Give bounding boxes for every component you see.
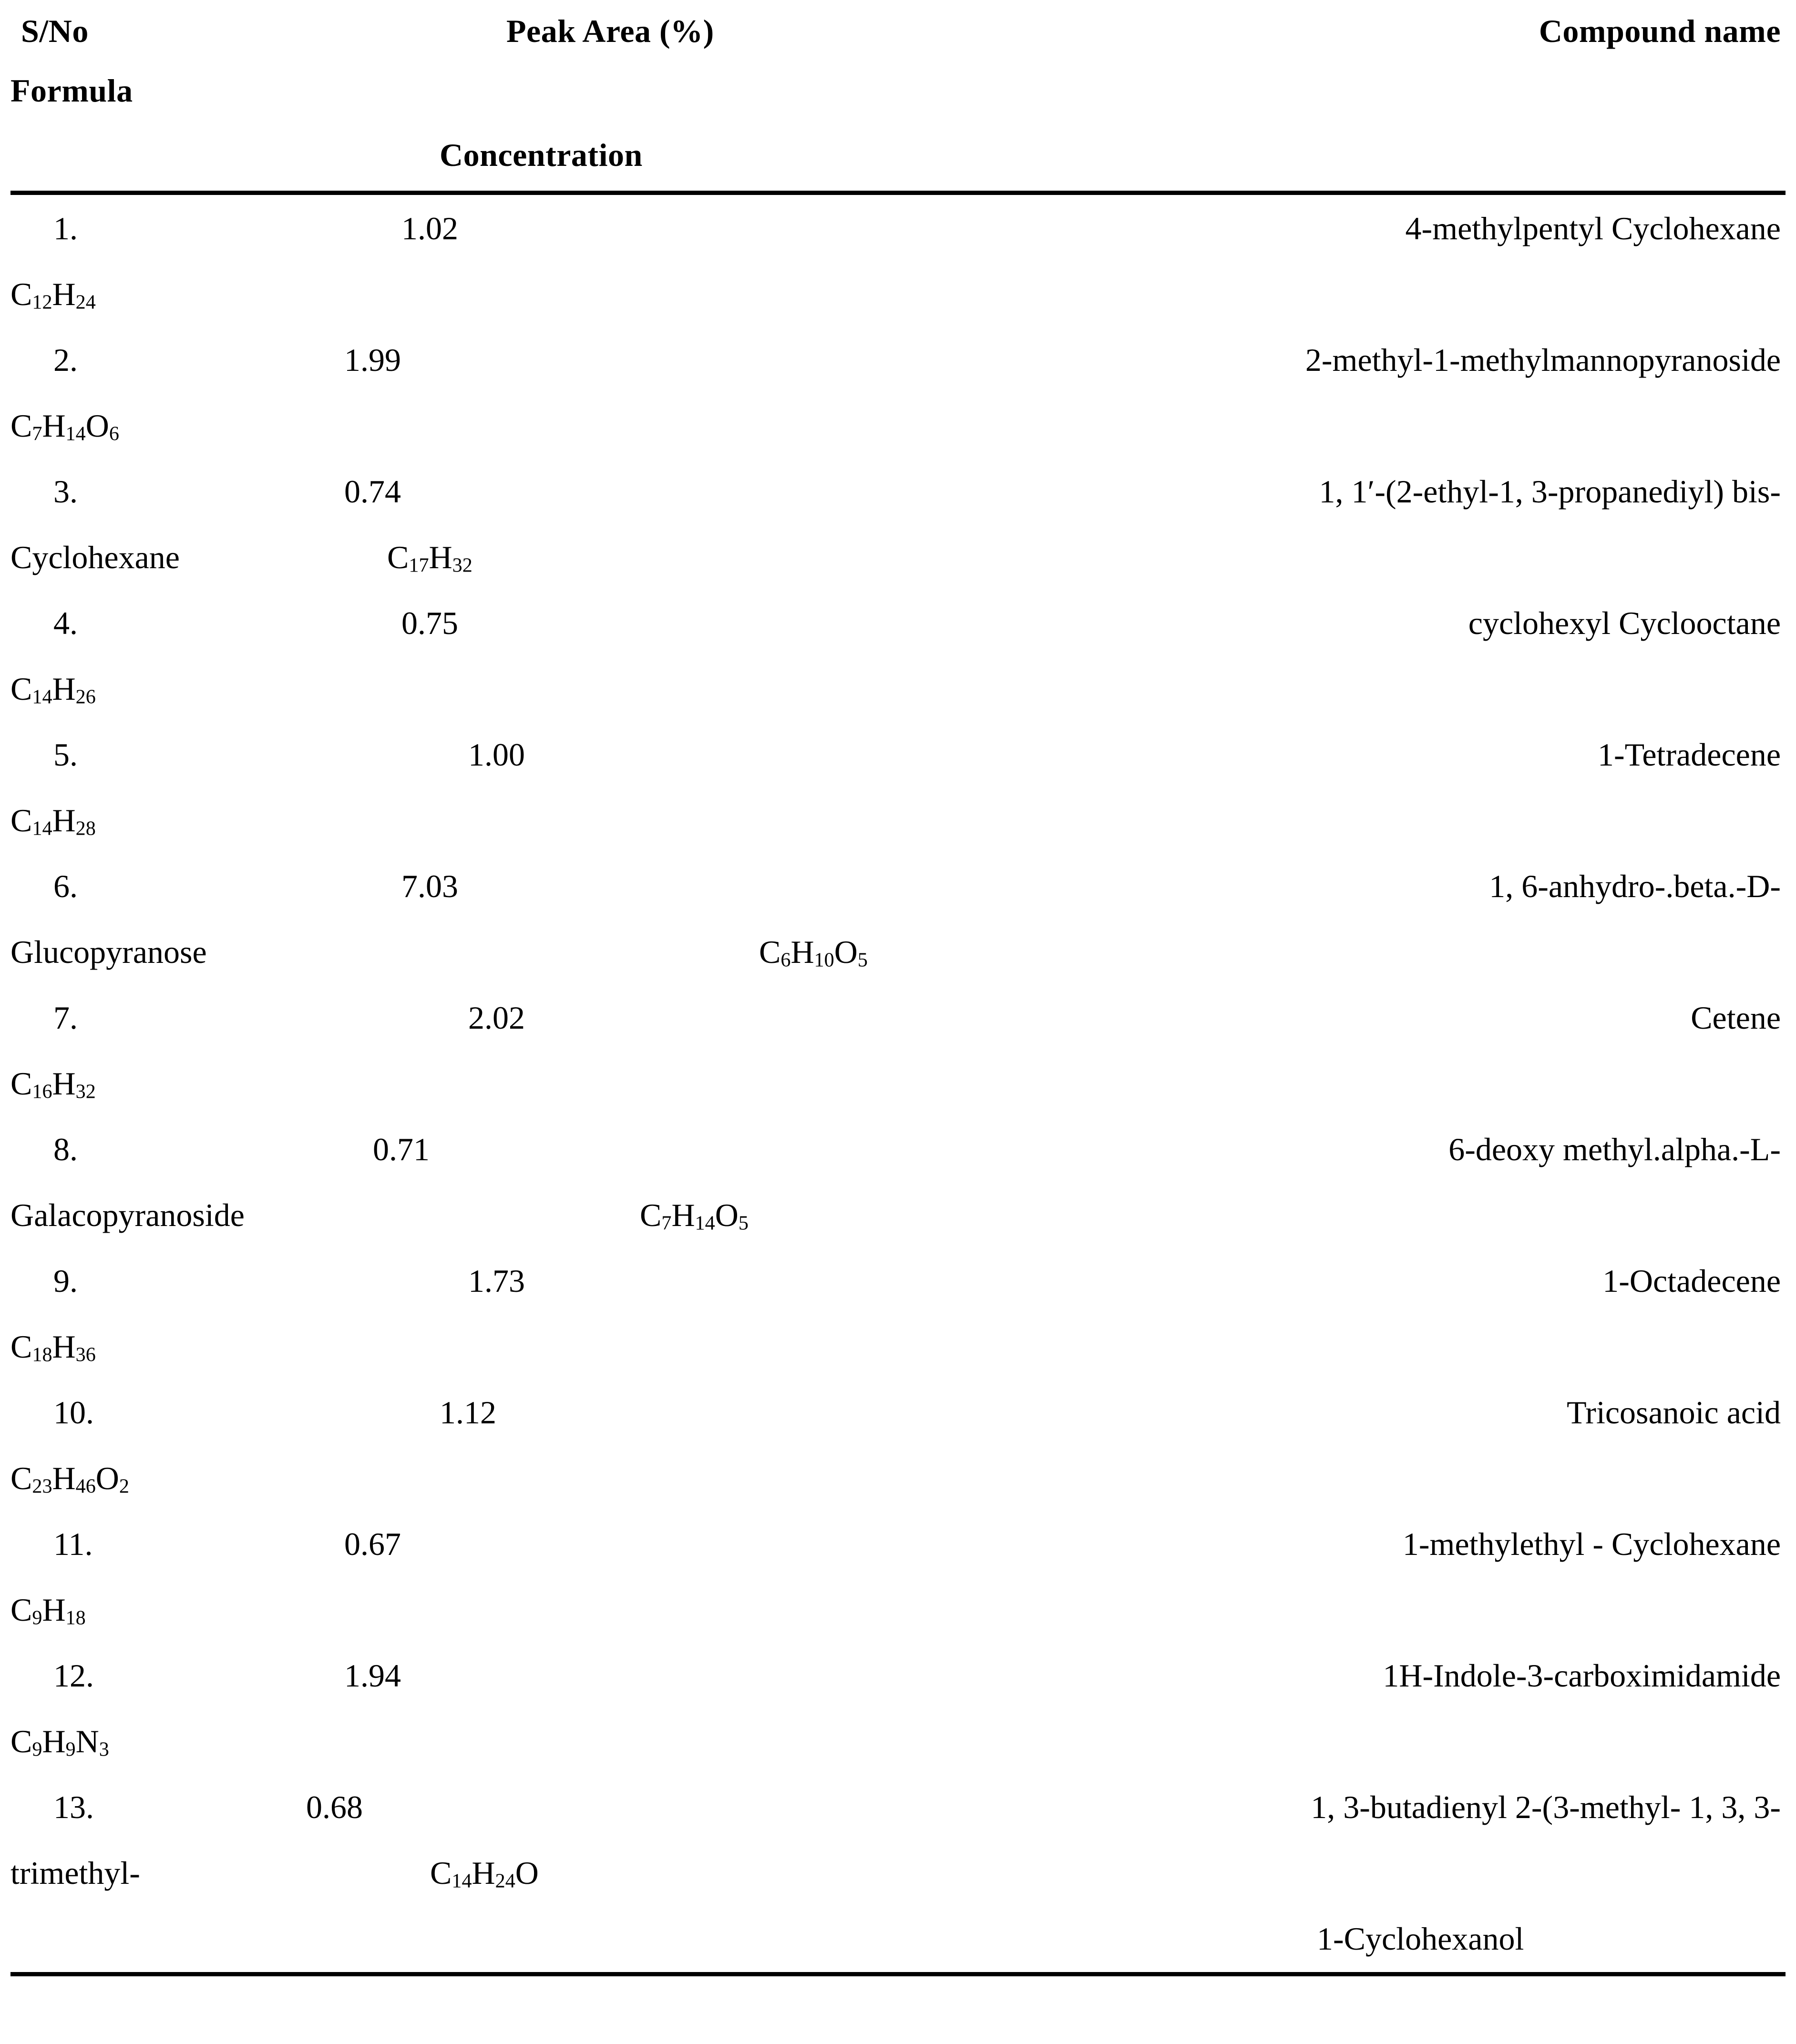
table-row-continuation xyxy=(10,1183,1786,1247)
row-peak-area: 0.68 xyxy=(306,1789,363,1825)
column-header-sno: S/No xyxy=(21,13,89,49)
table-row xyxy=(10,984,1786,1051)
row-molecular-formula: $C_9H_{18}$ xyxy=(10,1592,86,1629)
table-row-continuation xyxy=(10,262,1786,327)
row-peak-area: 0.74 xyxy=(344,473,401,510)
row-serial-number: 1. xyxy=(53,210,78,246)
row-serial-number: 3. xyxy=(53,473,78,510)
row-compound-name: 1, 3-butadienyl 2-(3-methyl- 1, 3, 3- xyxy=(1311,1789,1781,1825)
row-compound-name-continuation: Cyclohexane xyxy=(10,539,180,575)
row-molecular-formula: $C_{12}H_{24}$ xyxy=(10,276,96,314)
row-molecular-formula: $C_{14}H_{26}$ xyxy=(10,671,96,708)
row-peak-area: 7.03 xyxy=(401,868,458,904)
row-molecular-formula: $C_{17}H_{32}$ xyxy=(387,539,472,577)
column-header-concentration: Concentration xyxy=(440,137,643,173)
table-row xyxy=(10,721,1786,788)
row-serial-number: 4. xyxy=(53,605,78,641)
row-compound-name: cyclohexyl Cyclooctane xyxy=(1468,605,1781,641)
row-compound-name: 1H-Indole-3-carboximidamide xyxy=(1383,1657,1781,1694)
row-serial-number: 12. xyxy=(53,1657,94,1694)
row-peak-area: 1.12 xyxy=(440,1394,496,1431)
row-compound-name-continuation: Galacopyranoside xyxy=(10,1197,245,1233)
row-compound-name-continuation: Glucopyranose xyxy=(10,934,207,970)
row-molecular-formula: $C_7H_{14}O_6$ xyxy=(10,408,119,445)
table-row-continuation xyxy=(10,1577,1786,1642)
column-header-compound-name: Compound name xyxy=(1539,13,1781,49)
row-molecular-formula: $C_{16}H_{32}$ xyxy=(10,1065,96,1103)
table-row-continuation xyxy=(10,1051,1786,1116)
row-serial-number: 2. xyxy=(53,342,78,378)
row-serial-number: 7. xyxy=(53,1000,78,1036)
table-row-continuation xyxy=(10,920,1786,984)
row-peak-area: 0.67 xyxy=(344,1526,401,1562)
table-row-continuation xyxy=(10,1709,1786,1774)
row-molecular-formula: $C_9H_9N_3$ xyxy=(10,1723,109,1761)
row-compound-name-continuation: trimethyl- xyxy=(10,1855,140,1891)
table-row xyxy=(10,195,1786,262)
row-compound-name: 1-Tetradecene xyxy=(1597,736,1781,773)
row-peak-area: 2.02 xyxy=(468,1000,525,1036)
row-molecular-formula: $C_7H_{14}O_5$ xyxy=(640,1197,749,1235)
row-serial-number: 9. xyxy=(53,1263,78,1299)
table-top-rule xyxy=(10,191,1786,195)
row-peak-area: 1.02 xyxy=(401,210,458,246)
row-peak-area: 1.00 xyxy=(468,736,525,773)
column-header-formula: Formula xyxy=(10,72,133,109)
table-row xyxy=(10,1247,1786,1314)
row-compound-name: Tricosanoic acid xyxy=(1567,1394,1781,1431)
row-serial-number: 8. xyxy=(53,1131,78,1167)
row-serial-number: 10. xyxy=(53,1394,94,1431)
table-row xyxy=(10,1511,1786,1577)
row-peak-area: 0.71 xyxy=(373,1131,430,1167)
row-molecular-formula: $C_{23}H_{46}O_2$ xyxy=(10,1460,129,1498)
row-compound-name: 4-methylpentyl Cyclohexane xyxy=(1405,210,1781,246)
row-serial-number: 5. xyxy=(53,736,78,773)
table-row-continuation xyxy=(10,393,1786,458)
row-compound-name: 2-methyl-1-methylmannopyranoside xyxy=(1305,342,1781,378)
table-row xyxy=(10,1642,1786,1709)
row-compound-name: Cetene xyxy=(1691,1000,1781,1036)
row-molecular-formula: $C_{18}H_{36}$ xyxy=(10,1329,96,1366)
row-compound-name: 1-methylethyl - Cyclohexane xyxy=(1402,1526,1781,1562)
table-row xyxy=(10,590,1786,656)
row-molecular-formula: $C_6H_{10}O_5$ xyxy=(759,934,868,971)
table-row-continuation xyxy=(10,788,1786,853)
table-header-row-2 xyxy=(10,62,1786,119)
table-row-continuation xyxy=(10,525,1786,590)
table-row xyxy=(10,458,1786,525)
table-row-continuation xyxy=(10,1314,1786,1379)
table-row xyxy=(10,853,1786,920)
table-bottom-rule xyxy=(10,1972,1786,1976)
row-compound-name: 1, 6-anhydro-.beta.-D- xyxy=(1489,868,1781,904)
table-body xyxy=(10,195,1786,1972)
table-row-continuation xyxy=(10,1840,1786,1905)
row-serial-number: 11. xyxy=(53,1526,93,1562)
row-peak-area: 1.94 xyxy=(344,1657,401,1694)
column-header-peak-area: Peak Area (%) xyxy=(506,13,714,49)
row-serial-number: 13. xyxy=(53,1789,94,1825)
row-compound-name: 6-deoxy methyl.alpha.-L- xyxy=(1448,1131,1781,1167)
row-compound-name: 1-Octadecene xyxy=(1602,1263,1781,1299)
row-molecular-formula: $C_{14}H_{24}O$ xyxy=(430,1855,539,1892)
table-header-row-1 xyxy=(10,0,1786,62)
table-row-continuation-2 xyxy=(10,1905,1786,1972)
row-molecular-formula: $C_{14}H_{28}$ xyxy=(10,802,96,840)
table-row xyxy=(10,1116,1786,1183)
row-peak-area: 1.99 xyxy=(344,342,401,378)
table-row xyxy=(10,1774,1786,1840)
row-compound-name: 1, 1′-(2-ethyl-1, 3-propanediyl) bis- xyxy=(1319,473,1781,510)
table-header-row-3 xyxy=(10,119,1786,191)
row-compound-name-continuation-2: 1-Cyclohexanol xyxy=(1317,1921,1524,1957)
row-serial-number: 6. xyxy=(53,868,78,904)
table-row xyxy=(10,1379,1786,1446)
table-row-continuation xyxy=(10,1446,1786,1511)
table-row-continuation xyxy=(10,656,1786,721)
row-peak-area: 1.73 xyxy=(468,1263,525,1299)
row-peak-area: 0.75 xyxy=(401,605,458,641)
table-row xyxy=(10,327,1786,393)
